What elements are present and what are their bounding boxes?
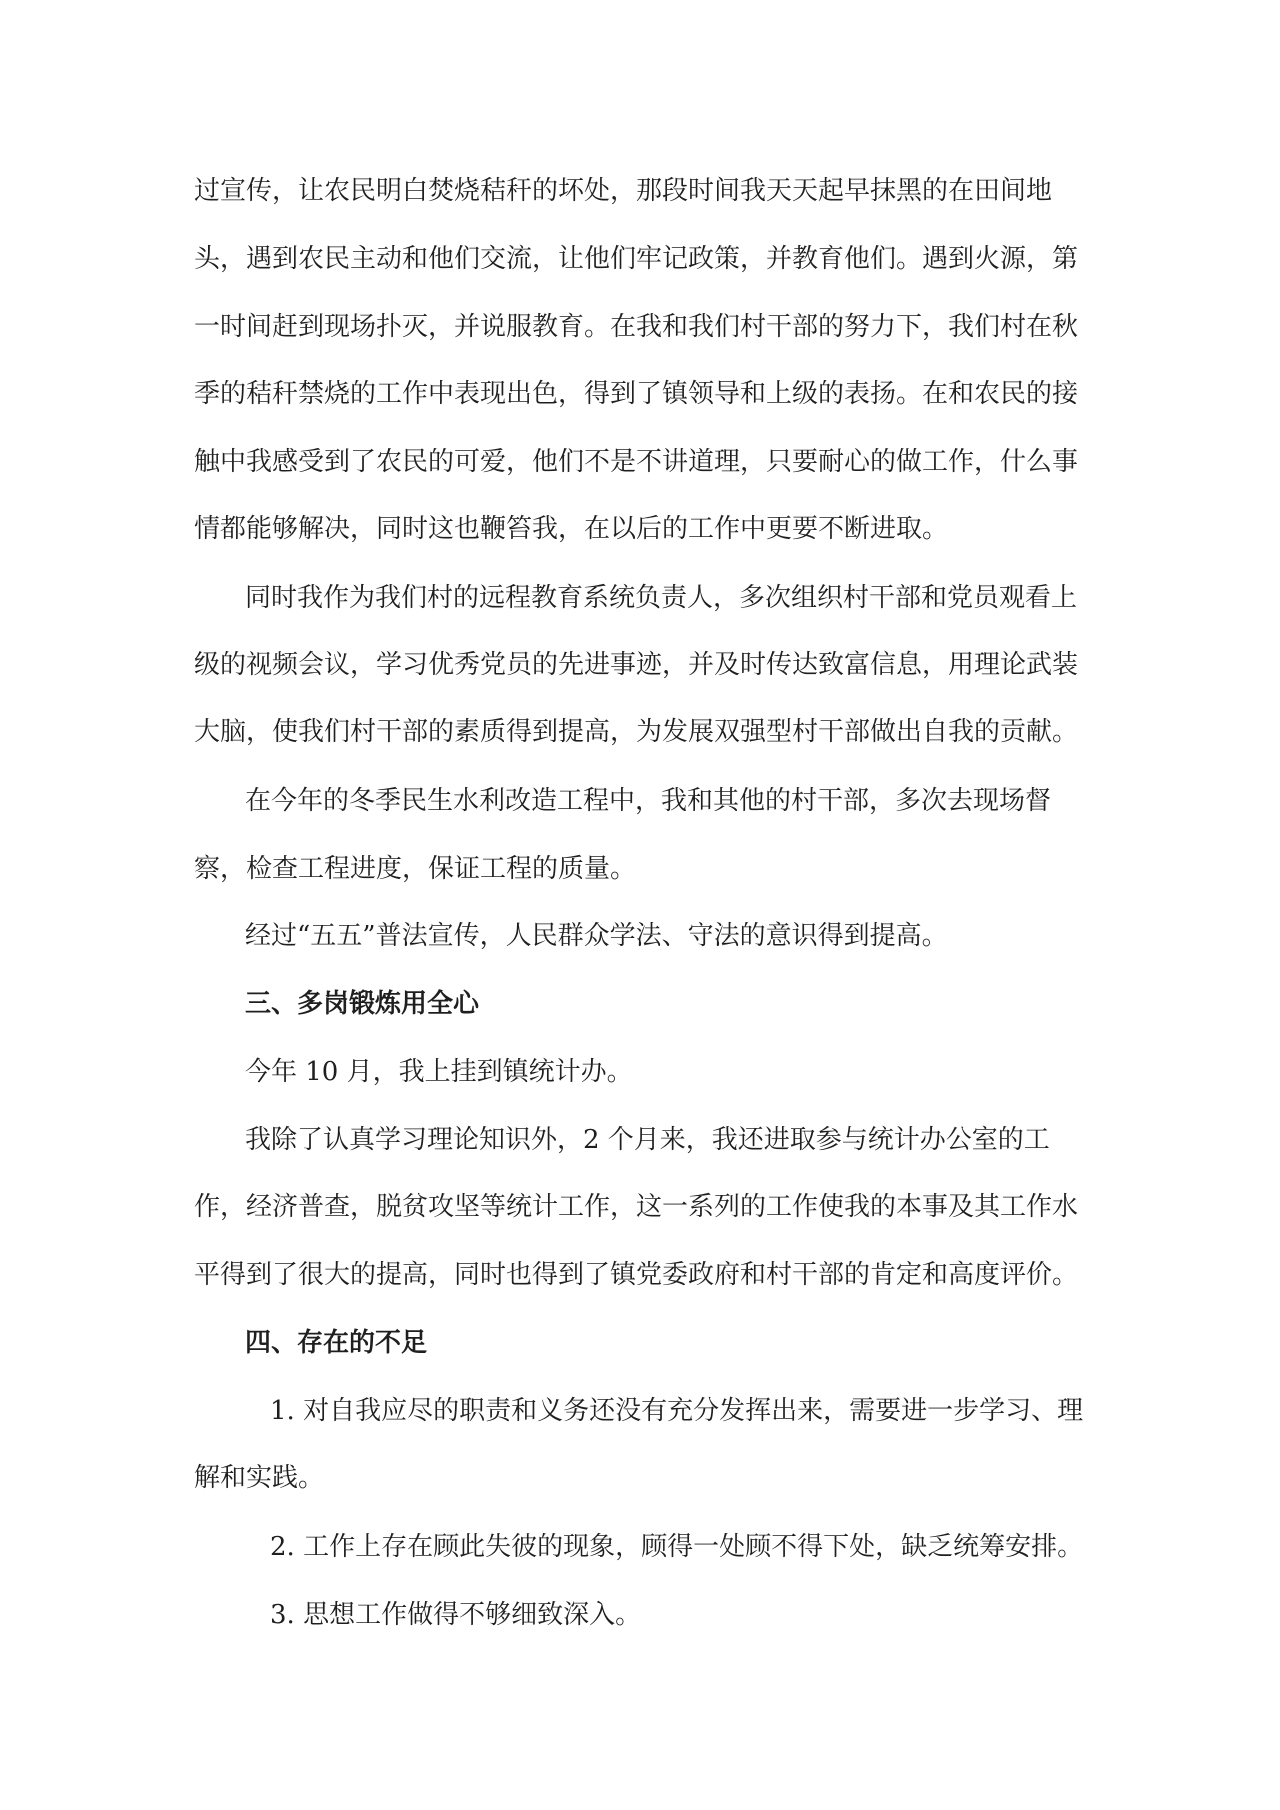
paragraph-line: 我除了认真学习理论知识外，2 个月来，我还进取参与统计办公室的工 — [245, 1125, 1050, 1155]
paragraph-line: 一时间赶到现场扑灭，并说服教育。在我和我们村干部的努力下，我们村在秋 — [194, 312, 1079, 342]
paragraph-line: 今年 10 月，我上挂到镇统计办。 — [245, 1057, 633, 1087]
list-item-continuation: 解和实践。 — [194, 1463, 325, 1493]
paragraph-line: 作，经济普查，脱贫攻坚等统计工作，这一系列的工作使我的本事及其工作水 — [194, 1192, 1079, 1222]
paragraph-line: 触中我感受到了农民的可爱，他们不是不讲道理，只要耐心的做工作，什么事 — [194, 447, 1079, 477]
paragraph-line: 经过“五五”普法宣传，人民群众学法、守法的意识得到提高。 — [245, 921, 948, 951]
list-item: 3. 思想工作做得不够细致深入。 — [270, 1600, 642, 1630]
section-heading: 三、多岗锻炼用全心 — [245, 989, 480, 1019]
paragraph-line: 察，检查工程进度，保证工程的质量。 — [194, 854, 637, 884]
paragraph-line: 情都能够解决，同时这也鞭笞我，在以后的工作中更要不断进取。 — [194, 514, 949, 544]
paragraph-line: 季的秸秆禁烧的工作中表现出色，得到了镇领导和上级的表扬。在和农民的接 — [194, 379, 1079, 409]
paragraph-line: 在今年的冬季民生水利改造工程中，我和其他的村干部，多次去现场督 — [245, 786, 1052, 816]
paragraph-line: 平得到了很大的提高，同时也得到了镇党委政府和村干部的肯定和高度评价。 — [194, 1260, 1079, 1290]
paragraph-line: 级的视频会议，学习优秀党员的先进事迹，并及时传达致富信息，用理论武装 — [194, 650, 1079, 680]
section-heading: 四、存在的不足 — [245, 1328, 428, 1358]
paragraph-line: 同时我作为我们村的远程教育系统负责人，多次组织村干部和党员观看上 — [245, 583, 1078, 613]
list-item: 1. 对自我应尽的职责和义务还没有充分发挥出来，需要进一步学习、理 — [270, 1396, 1084, 1426]
paragraph-line: 头，遇到农民主动和他们交流，让他们牢记政策，并教育他们。遇到火源，第 — [194, 244, 1079, 274]
paragraph-line: 过宣传，让农民明白焚烧秸秆的坏处，那段时间我天天起早抹黑的在田间地 — [194, 176, 1053, 206]
paragraph-line: 大脑，使我们村干部的素质得到提高，为发展双强型村干部做出自我的贡献。 — [194, 717, 1079, 747]
list-item: 2. 工作上存在顾此失彼的现象，顾得一处顾不得下处，缺乏统筹安排。 — [270, 1532, 1084, 1562]
